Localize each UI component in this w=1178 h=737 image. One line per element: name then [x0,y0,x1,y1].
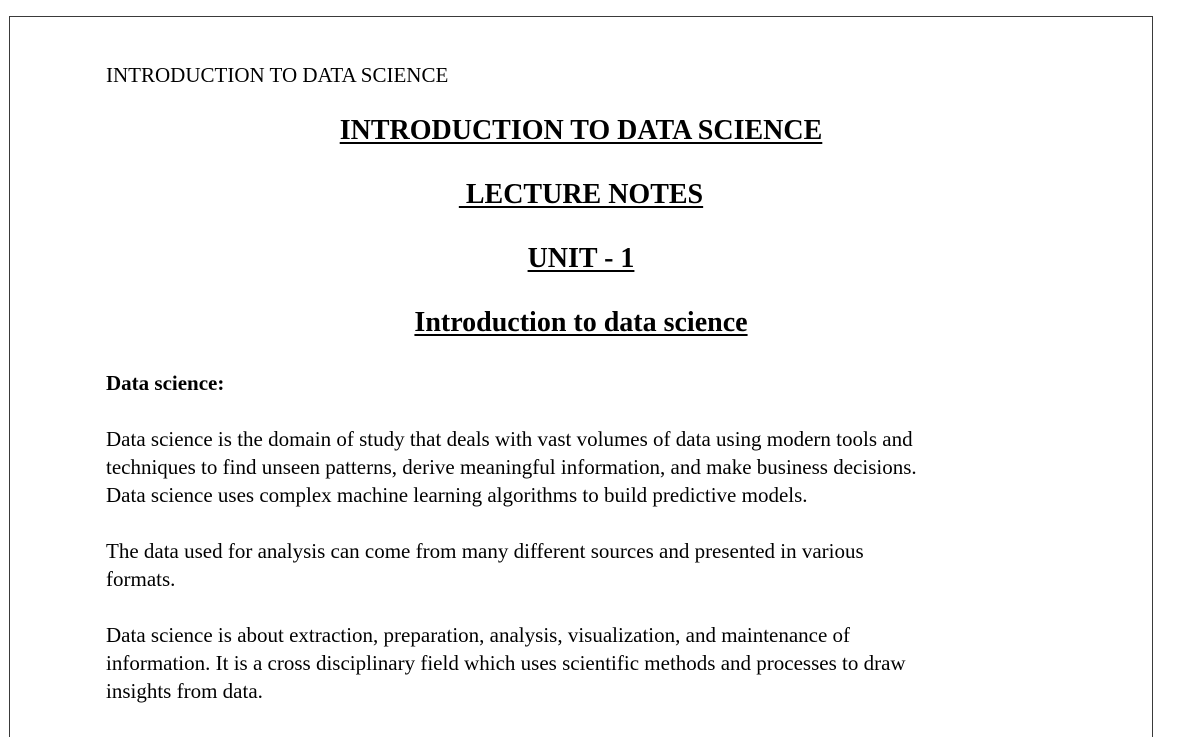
unit-heading [10,243,1152,275]
paragraph-2: The data used for analysis can come from many different sources and presented in various formats. [106,539,864,591]
document-title [10,115,1152,147]
section-heading: Data science: [106,371,225,395]
running-header: INTRODUCTION TO DATA SCIENCE [106,63,449,87]
chapter-heading [10,307,1152,339]
paragraph-3: Data science is about extraction, preparation, analysis, visualization, and maintenance of information. It is a cross disciplinary field which uses scientific methods and processes to draw insights from data. [106,623,906,703]
lecture-notes-heading-text: LECTURE NOTES [458,179,704,210]
paragraph-1: Data science is the domain of study that deals with vast volumes of data using modern tools and techniques to find unseen patterns, derive meaningful information, and make business decisions. Data science uses complex machine learning algorithms to build predictive models. [106,427,917,507]
chapter-heading-text: Introduction to data science [414,307,748,338]
document-page [9,16,1153,737]
lecture-notes-heading [10,179,1152,211]
unit-heading-text: UNIT - 1 [527,243,635,274]
document-title-text: INTRODUCTION TO DATA SCIENCE [339,115,823,146]
